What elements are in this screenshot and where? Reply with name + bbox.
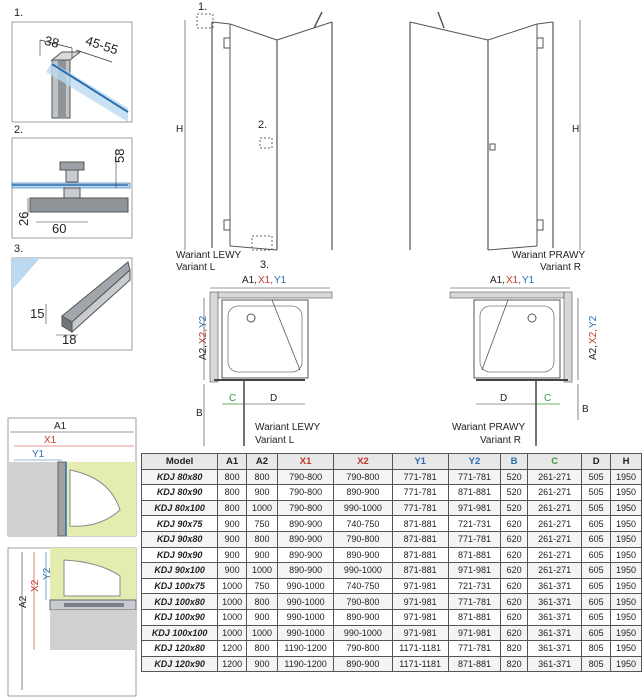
table-cell: 1000 xyxy=(247,563,278,579)
plan-right-x2: X2, xyxy=(588,328,599,344)
table-cell: 871-881 xyxy=(392,516,448,532)
table-cell: 740-750 xyxy=(334,578,392,594)
table-cell: 800 xyxy=(247,531,278,547)
table-cell: 261-271 xyxy=(528,547,582,563)
plan-right-y2: Y2 xyxy=(588,315,599,328)
col-c: C xyxy=(528,454,582,470)
table-cell-model: KDJ 90x80 xyxy=(142,531,218,547)
table-cell: 361-371 xyxy=(528,594,582,610)
detail-2 xyxy=(12,124,132,238)
detail-3-dim-w: 18 xyxy=(62,332,77,347)
table-cell: 620 xyxy=(501,594,528,610)
table-cell-model: KDJ 100x75 xyxy=(142,578,218,594)
table-cell: 721-731 xyxy=(448,578,500,594)
table-cell: 990-1000 xyxy=(277,594,333,610)
table-cell: 750 xyxy=(247,578,278,594)
table-cell: 1190-1200 xyxy=(277,641,333,657)
plan-right-b: B xyxy=(582,404,589,415)
table-cell: 900 xyxy=(218,563,247,579)
table-cell: 971-981 xyxy=(392,609,448,625)
col-h: H xyxy=(611,454,642,470)
table-cell: 1200 xyxy=(218,641,247,657)
table-cell: 605 xyxy=(582,578,611,594)
table-cell-model: KDJ 90x100 xyxy=(142,563,218,579)
callout-2: 2. xyxy=(258,119,268,131)
plan-left-c: C xyxy=(229,393,237,404)
table-cell: 1950 xyxy=(611,547,642,563)
table-cell-model: KDJ 120x80 xyxy=(142,641,218,657)
table-cell: 971-981 xyxy=(392,625,448,641)
col-d: D xyxy=(582,454,611,470)
table-cell: 1950 xyxy=(611,485,642,501)
install-a1: A1 xyxy=(54,421,67,432)
table-cell: 1950 xyxy=(611,500,642,516)
elevation-right-caption-1: Wariant PRAWY xyxy=(512,250,586,261)
table-cell: 261-271 xyxy=(528,531,582,547)
table-row xyxy=(142,578,642,594)
table-cell: 800 xyxy=(247,594,278,610)
table-cell: 505 xyxy=(582,485,611,501)
table-cell: 871-881 xyxy=(448,656,500,672)
table-cell: 1000 xyxy=(218,609,247,625)
table-cell: 871-881 xyxy=(448,609,500,625)
table-cell: 261-271 xyxy=(528,516,582,532)
table-cell: 890-900 xyxy=(277,516,333,532)
install-y2: Y2 xyxy=(42,567,53,580)
table-cell: 505 xyxy=(582,469,611,485)
table-cell: 361-371 xyxy=(528,609,582,625)
table-row xyxy=(142,500,642,516)
table-cell: 800 xyxy=(218,485,247,501)
table-cell: 620 xyxy=(501,547,528,563)
table-cell: 261-271 xyxy=(528,500,582,516)
table-cell: 771-781 xyxy=(392,485,448,501)
table-cell: 790-800 xyxy=(334,531,392,547)
table-cell-model: KDJ 80x100 xyxy=(142,500,218,516)
detail-1-dim-a: 38 xyxy=(42,32,61,51)
plan-left-caption-1: Wariant LEWY xyxy=(255,422,321,433)
table-cell: 771-781 xyxy=(392,500,448,516)
callout-1: 1. xyxy=(198,1,208,13)
detail-3-dim-h: 15 xyxy=(30,306,45,321)
plan-left-b: B xyxy=(196,408,203,419)
detail-1-number: 1. xyxy=(14,7,24,19)
table-cell: 1190-1200 xyxy=(277,656,333,672)
table-cell: 990-1000 xyxy=(277,609,333,625)
table-cell: 900 xyxy=(218,547,247,563)
table-cell: 1000 xyxy=(247,625,278,641)
table-cell-model: KDJ 90x90 xyxy=(142,547,218,563)
table-cell: 790-800 xyxy=(277,485,333,501)
detail-3-number: 3. xyxy=(14,243,24,255)
table-cell: 971-981 xyxy=(392,594,448,610)
table-cell: 900 xyxy=(247,609,278,625)
table-cell: 1950 xyxy=(611,656,642,672)
detail-2-dim-w: 60 xyxy=(52,221,67,236)
table-cell: 900 xyxy=(218,516,247,532)
table-cell: 505 xyxy=(582,500,611,516)
plan-right-c: C xyxy=(544,393,552,404)
table-cell-model: KDJ 80x80 xyxy=(142,469,218,485)
col-model: Model xyxy=(142,454,218,470)
table-cell: 1000 xyxy=(247,500,278,516)
elevation-left-h: H xyxy=(176,124,184,135)
table-row xyxy=(142,531,642,547)
elevation-right-h: H xyxy=(572,124,580,135)
table-cell: 520 xyxy=(501,485,528,501)
plan-left-x2: X2, xyxy=(198,328,209,344)
table-cell: 361-371 xyxy=(528,656,582,672)
table-cell: 605 xyxy=(582,609,611,625)
callout-3: 3. xyxy=(260,259,270,271)
table-cell: 890-900 xyxy=(334,656,392,672)
detail-2-number: 2. xyxy=(14,124,24,136)
plan-left-y2: Y2 xyxy=(198,315,209,328)
table-cell: 790-800 xyxy=(334,641,392,657)
table-cell: 620 xyxy=(501,563,528,579)
plan-right-caption-1: Wariant PRAWY xyxy=(452,422,526,433)
table-cell: 1171-1181 xyxy=(392,656,448,672)
table-cell: 800 xyxy=(247,469,278,485)
table-cell: 790-800 xyxy=(334,594,392,610)
table-cell: 1950 xyxy=(611,469,642,485)
table-row xyxy=(142,594,642,610)
elevation-right xyxy=(410,12,585,273)
table-row xyxy=(142,563,642,579)
table-cell: 1950 xyxy=(611,563,642,579)
col-x2: X2 xyxy=(334,454,392,470)
table-cell: 361-371 xyxy=(528,641,582,657)
table-cell-model: KDJ 120x90 xyxy=(142,656,218,672)
detail-3 xyxy=(12,243,132,350)
table-cell: 790-800 xyxy=(334,469,392,485)
table-cell: 1171-1181 xyxy=(392,641,448,657)
plan-left xyxy=(196,275,332,446)
table-cell: 1950 xyxy=(611,609,642,625)
plan-right-caption-2: Variant R xyxy=(480,435,521,446)
table-cell: 361-371 xyxy=(528,578,582,594)
table-cell: 871-881 xyxy=(392,563,448,579)
install-top-view xyxy=(8,418,136,536)
plan-right-a2: A2, xyxy=(588,344,599,360)
plan-right-x1: X1, xyxy=(506,275,522,286)
table-cell: 620 xyxy=(501,516,528,532)
table-cell: 800 xyxy=(218,469,247,485)
table-cell: 805 xyxy=(582,656,611,672)
table-cell-model: KDJ 100x80 xyxy=(142,594,218,610)
table-cell: 771-781 xyxy=(392,469,448,485)
table-row xyxy=(142,641,642,657)
table-cell: 871-881 xyxy=(392,531,448,547)
table-cell: 820 xyxy=(501,641,528,657)
table-cell: 800 xyxy=(247,641,278,657)
table-cell: 261-271 xyxy=(528,485,582,501)
table-cell: 520 xyxy=(501,469,528,485)
elevation-left-caption-1: Wariant LEWY xyxy=(176,250,242,261)
table-cell: 1950 xyxy=(611,516,642,532)
table-cell: 890-900 xyxy=(277,531,333,547)
table-cell: 771-781 xyxy=(448,641,500,657)
install-a2: A2 xyxy=(18,595,29,608)
detail-1 xyxy=(12,7,132,122)
table-cell: 990-1000 xyxy=(334,625,392,641)
table-row xyxy=(142,625,642,641)
table-cell: 990-1000 xyxy=(334,500,392,516)
table-cell: 520 xyxy=(501,500,528,516)
table-cell: 790-800 xyxy=(277,500,333,516)
table-cell: 605 xyxy=(582,516,611,532)
table-cell: 971-981 xyxy=(392,578,448,594)
table-cell-model: KDJ 80x90 xyxy=(142,485,218,501)
table-row xyxy=(142,516,642,532)
table-cell: 805 xyxy=(582,641,611,657)
elevation-right-caption-2: Variant R xyxy=(540,262,581,273)
table-cell: 1950 xyxy=(611,531,642,547)
table-cell: 1000 xyxy=(218,578,247,594)
plan-left-x1: X1, xyxy=(258,275,274,286)
table-cell: 1950 xyxy=(611,578,642,594)
table-cell: 890-900 xyxy=(334,485,392,501)
table-cell: 261-271 xyxy=(528,469,582,485)
table-cell: 971-981 xyxy=(448,625,500,641)
table-cell: 620 xyxy=(501,531,528,547)
table-cell-model: KDJ 90x75 xyxy=(142,516,218,532)
table-cell: 620 xyxy=(501,609,528,625)
plan-left-d: D xyxy=(270,393,278,404)
table-cell: 900 xyxy=(218,531,247,547)
table-cell: 971-981 xyxy=(448,563,500,579)
table-cell: 605 xyxy=(582,563,611,579)
plan-left-a2: A2, xyxy=(198,344,209,360)
table-cell: 900 xyxy=(247,485,278,501)
elevation-left-caption-2: Variant L xyxy=(176,262,216,273)
install-x2: X2 xyxy=(30,579,41,592)
table-header-row xyxy=(142,454,642,470)
table-cell: 605 xyxy=(582,594,611,610)
col-y1: Y1 xyxy=(392,454,448,470)
table-cell: 900 xyxy=(247,547,278,563)
table-cell: 820 xyxy=(501,656,528,672)
col-a1: A1 xyxy=(218,454,247,470)
table-cell-model: KDJ 100x90 xyxy=(142,609,218,625)
plan-left-y1: Y1 xyxy=(274,275,287,286)
detail-2-dim-h: 58 xyxy=(112,148,127,163)
table-cell: 605 xyxy=(582,531,611,547)
table-cell: 620 xyxy=(501,625,528,641)
table-cell: 990-1000 xyxy=(277,578,333,594)
table-cell: 1950 xyxy=(611,594,642,610)
table-cell: 790-800 xyxy=(277,469,333,485)
plan-right-y1: Y1 xyxy=(522,275,535,286)
detail-1-dim-b: 45-55 xyxy=(83,32,120,58)
table-row xyxy=(142,656,642,672)
table-cell: 261-271 xyxy=(528,563,582,579)
table-cell: 800 xyxy=(218,500,247,516)
table-row xyxy=(142,547,642,563)
table-cell: 1000 xyxy=(218,594,247,610)
table-row xyxy=(142,485,642,501)
table-cell: 871-881 xyxy=(392,547,448,563)
table-cell: 771-781 xyxy=(448,594,500,610)
table-row xyxy=(142,469,642,485)
install-y1: Y1 xyxy=(32,449,45,460)
plan-right-a1: A1, xyxy=(490,275,506,286)
table-cell: 1950 xyxy=(611,625,642,641)
table-cell: 361-371 xyxy=(528,625,582,641)
table-cell: 740-750 xyxy=(334,516,392,532)
col-a2: A2 xyxy=(247,454,278,470)
table-cell: 971-981 xyxy=(448,500,500,516)
table-cell: 890-900 xyxy=(334,547,392,563)
dimension-table xyxy=(141,453,642,672)
table-cell: 871-881 xyxy=(448,485,500,501)
table-cell: 1200 xyxy=(218,656,247,672)
col-x1: X1 xyxy=(277,454,333,470)
plan-right-d: D xyxy=(500,393,508,404)
table-cell: 890-900 xyxy=(277,547,333,563)
col-b: B xyxy=(501,454,528,470)
table-cell: 750 xyxy=(247,516,278,532)
plan-right xyxy=(450,275,599,446)
table-cell: 721-731 xyxy=(448,516,500,532)
table-row xyxy=(142,609,642,625)
install-x1: X1 xyxy=(44,435,57,446)
table-cell-model: KDJ 100x100 xyxy=(142,625,218,641)
elevation-left xyxy=(176,1,332,273)
table-cell: 900 xyxy=(247,656,278,672)
table-cell: 771-781 xyxy=(448,531,500,547)
install-side-view xyxy=(8,548,136,696)
table-cell: 990-1000 xyxy=(277,625,333,641)
table-cell: 1000 xyxy=(218,625,247,641)
table-cell: 890-900 xyxy=(334,609,392,625)
table-cell: 605 xyxy=(582,547,611,563)
table-cell: 605 xyxy=(582,625,611,641)
table-cell: 620 xyxy=(501,578,528,594)
plan-left-a1: A1, xyxy=(242,275,258,286)
plan-left-caption-2: Variant L xyxy=(255,435,295,446)
detail-2-dim-t: 26 xyxy=(16,211,31,226)
table-cell: 890-900 xyxy=(277,563,333,579)
table-cell: 1950 xyxy=(611,641,642,657)
table-cell: 771-781 xyxy=(448,469,500,485)
table-cell: 871-881 xyxy=(448,547,500,563)
col-y2: Y2 xyxy=(448,454,500,470)
table-cell: 990-1000 xyxy=(334,563,392,579)
